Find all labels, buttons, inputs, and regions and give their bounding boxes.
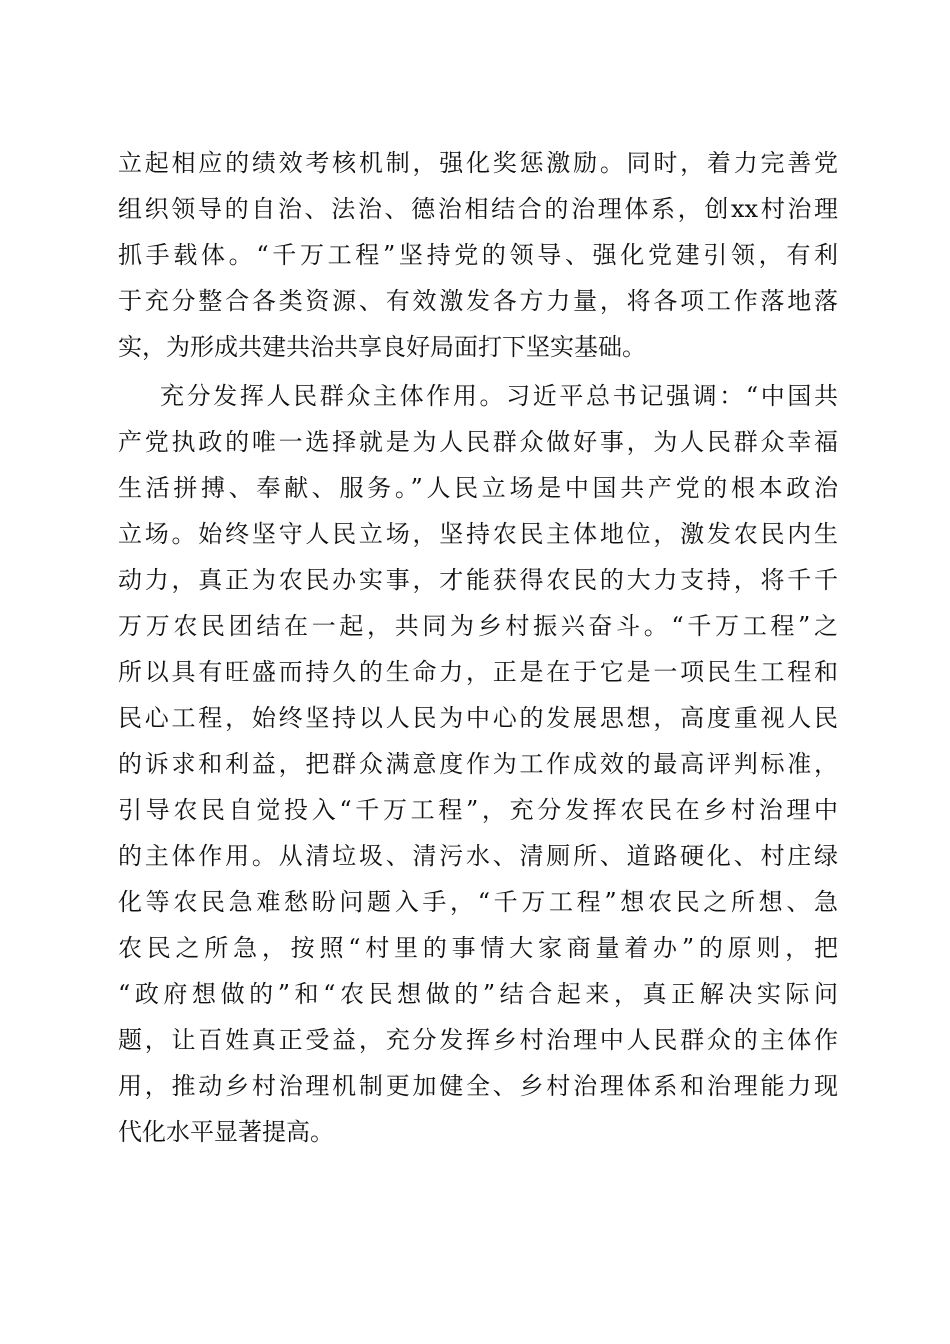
paragraph-line: 抓手载体。“千万工程”坚持党的领导、强化党建引领，有利 xyxy=(118,241,838,269)
paragraph-line: 充分发挥人民群众主体作用。习近平总书记强调：“中国共 xyxy=(160,382,838,410)
paragraph-line: 产党执政的唯一选择就是为人民群众做好事，为人民群众幸福 xyxy=(118,428,838,456)
paragraph-line: “政府想做的”和“农民想做的”结合起来，真正解决实际问 xyxy=(118,980,838,1008)
paragraph-line: 的诉求和利益，把群众满意度作为工作成效的最高评判标准， xyxy=(118,750,838,778)
paragraph-line: 的主体作用。从清垃圾、清污水、清厕所、道路硬化、村庄绿 xyxy=(118,842,838,870)
paragraph-line: 实，为形成共建共治共享良好局面打下坚实基础。 xyxy=(118,333,646,361)
paragraph-line: 民心工程，始终坚持以人民为中心的发展思想，高度重视人民 xyxy=(118,704,838,732)
paragraph-line: 化等农民急难愁盼问题入手，“千万工程”想农民之所想、急 xyxy=(118,888,838,916)
paragraph-continuation xyxy=(118,140,838,370)
paragraph-line: 万万农民团结在一起，共同为乡村振兴奋斗。“千万工程”之 xyxy=(118,612,838,640)
paragraph-line: 动力，真正为农民办实事，才能获得农民的大力支持，将千千 xyxy=(118,566,838,594)
paragraph-people-role xyxy=(118,373,838,1155)
paragraph-line: 组织领导的自治、法治、德治相结合的治理体系，创xx村治理 xyxy=(118,195,838,223)
paragraph-line: 立场。始终坚守人民立场，坚持农民主体地位，激发农民内生 xyxy=(118,520,838,548)
paragraph-line: 题，让百姓真正受益，充分发挥乡村治理中人民群众的主体作 xyxy=(118,1026,838,1054)
paragraph-line: 用，推动乡村治理机制更加健全、乡村治理体系和治理能力现 xyxy=(118,1072,838,1100)
paragraph-line: 引导农民自觉投入“千万工程”，充分发挥农民在乡村治理中 xyxy=(118,796,838,824)
paragraph-line: 生活拼搏、奉献、服务。”人民立场是中国共产党的根本政治 xyxy=(118,474,838,502)
paragraph-line: 于充分整合各类资源、有效激发各方力量，将各项工作落地落 xyxy=(118,287,838,315)
paragraph-line: 立起相应的绩效考核机制，强化奖惩激励。同时，着力完善党 xyxy=(118,149,838,177)
paragraph-line: 所以具有旺盛而持久的生命力，正是在于它是一项民生工程和 xyxy=(118,658,838,686)
paragraph-line: 农民之所急，按照“村里的事情大家商量着办”的原则，把 xyxy=(118,934,838,962)
paragraph-line: 代化水平显著提高。 xyxy=(118,1118,334,1146)
document-body xyxy=(118,140,838,1155)
